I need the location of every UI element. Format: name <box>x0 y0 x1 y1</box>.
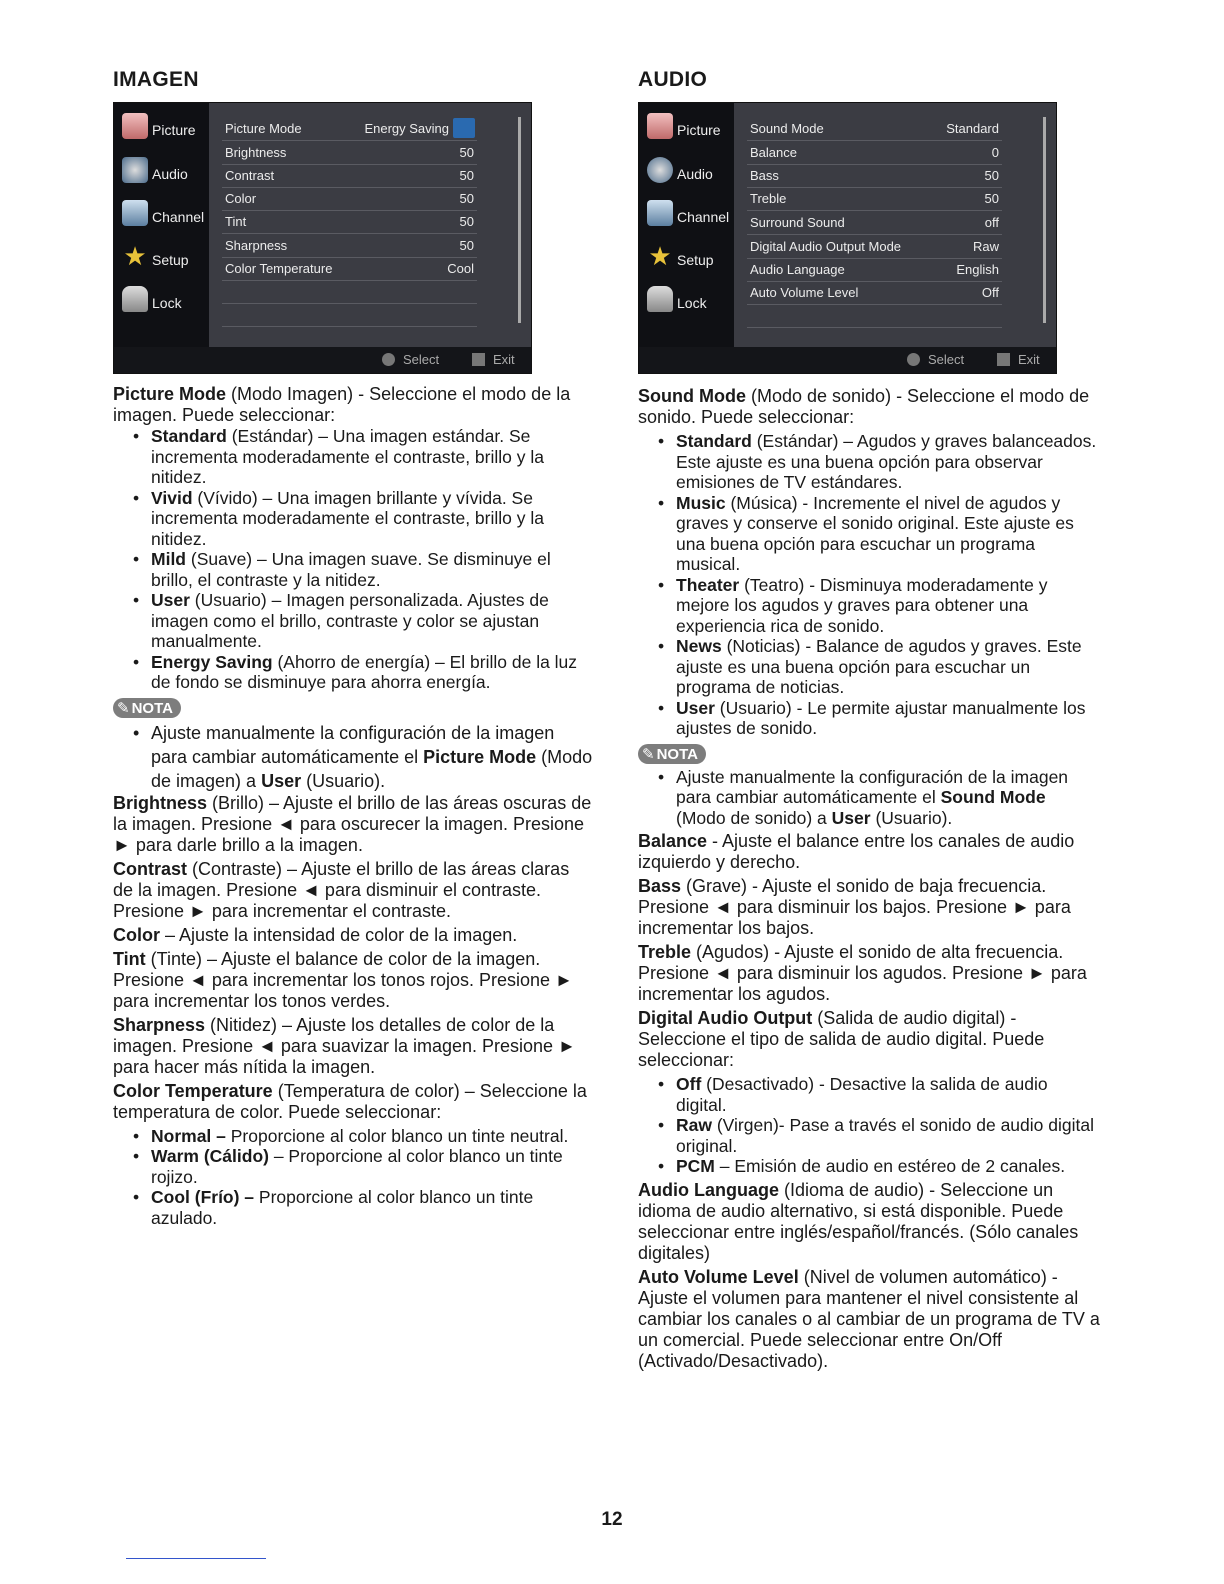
footer-rule <box>126 1558 266 1559</box>
nota-badge: ✎ NOTA <box>638 744 706 764</box>
list-item: • User (Usuario) – Imagen personalizada. Ajustes de imagen como el brillo, contraste y color se ajustan manualmente. <box>151 590 593 652</box>
menu-footer: Select Exit <box>639 347 1056 373</box>
list-item: • News (Noticias) - Balance de agudos y graves. Este ajuste es una buena opción para escuchar un programa de noticias. <box>676 636 1100 698</box>
sidebar-item-channel: Channel <box>639 196 734 238</box>
menu-panel <box>734 103 1056 347</box>
menu-row-empty <box>222 304 477 327</box>
sharpness-paragraph: Sharpness (Nitidez) – Ajuste los detalles de color de la imagen. Presione ◄ para suavizar la imagen. Presione ► para hacer más nítida la imagen. <box>113 1014 576 1077</box>
channel-icon <box>647 200 673 226</box>
picture-icon <box>122 113 148 139</box>
bass-paragraph: Bass (Grave) - Ajuste el sonido de baja frecuencia. Presione ◄ para disminuir los bajos. Presione ► para incrementar los bajos. <box>638 876 1071 938</box>
sound-mode-paragraph: Sound Mode (Modo de sonido) - Seleccione el modo de sonido. Puede seleccionar: <box>638 386 1090 427</box>
list-item: • Vivid (Vívido) – Una imagen brillante y vívida. Se incrementa moderadamente el contraste, brillo y la nitidez. <box>151 488 593 550</box>
imagen-title: IMAGEN <box>113 68 199 91</box>
brightness-paragraph: Brightness (Brillo) – Ajuste el brillo de las áreas oscuras de la imagen. Presione ◄ para oscurecer la imagen. Presione ► para darle brillo a la imagen. <box>113 792 592 855</box>
menu-row: Contrast 50 <box>222 165 477 188</box>
list-item: • Standard (Estándar) – Una imagen estándar. Se incrementa moderadamente el contraste, brillo y la nitidez. <box>151 426 593 488</box>
star-icon: ★ <box>123 241 147 271</box>
audio-icon <box>122 157 148 183</box>
page-number: 12 <box>601 1509 623 1530</box>
menu-footer: Select Exit <box>114 347 531 373</box>
list-item: • Raw (Virgen)- Pase a través el sonido de audio digital original. <box>676 1115 1100 1156</box>
sidebar-item-channel: Channel <box>114 196 209 238</box>
contrast-paragraph: Contrast (Contraste) – Ajuste el brillo de las áreas claras de la imagen. Presione ◄ para disminuir el contraste. Presione ► para incrementar el contraste. <box>113 858 570 921</box>
menu-panel <box>209 103 531 347</box>
list-item: • Mild (Suave) – Una imagen suave. Se disminuye el brillo, el contraste y la nitidez. <box>151 549 593 590</box>
menu-row: Bass 50 <box>747 165 1002 188</box>
audio-language-paragraph: Audio Language (Idioma de audio) - Seleccione un idioma de audio alternativo, si está disponible. Puede seleccionar entre inglés/español/francés. (Sólo canales digitales) <box>638 1179 1079 1263</box>
picture-mode-paragraph: Picture Mode (Modo Imagen) - Seleccione el modo de la imagen. Puede seleccionar: <box>113 384 571 425</box>
picture-icon <box>647 113 673 139</box>
menu-scrollbar <box>1043 117 1046 323</box>
exit-icon <box>472 353 485 366</box>
channel-icon <box>122 200 148 226</box>
audio-menu-screenshot <box>638 102 1057 374</box>
star-icon: ★ <box>648 241 672 271</box>
menu-row: Picture Mode Energy Saving <box>222 118 477 141</box>
menu-row: Color Temperature Cool <box>222 258 477 281</box>
menu-row: Digital Audio Output Mode Raw <box>747 236 1002 259</box>
sidebar-item-audio: Audio <box>114 153 209 195</box>
exit-icon <box>997 353 1010 366</box>
menu-sidebar <box>639 103 734 347</box>
digital-audio-output-paragraph: Digital Audio Output (Salida de audio digital) - Seleccione el tipo de salida de audio digital. Puede seleccionar: <box>638 1008 1045 1070</box>
energy-star-icon <box>453 118 475 138</box>
note-list <box>113 721 593 793</box>
sidebar-item-lock: Lock <box>114 282 209 324</box>
audio-title: AUDIO <box>638 68 708 91</box>
pencil-icon: ✎ <box>642 745 655 763</box>
auto-volume-level-paragraph: Auto Volume Level (Nivel de volumen automático) - Ajuste el volumen para mantener el nivel consistente al cambiar los canales o al cambiar de un programa de TV a un comercial. Puede seleccionar entre On/Off (Activado/Desactivado). <box>638 1266 1100 1371</box>
list-item: • Music (Música) - Incremente el nivel de agudos y graves y conserve el sonido original. Este ajuste es una buena opción para escuchar un programa musical. <box>676 493 1100 575</box>
audio-column <box>638 68 1100 1372</box>
imagen-column <box>113 68 593 1228</box>
treble-paragraph: Treble (Agudos) - Ajuste el sonido de alta frecuencia. Presione ◄ para disminuir los agudos. Presione ► para incrementar los agudos. <box>638 942 1087 1004</box>
sound-mode-list <box>638 431 1100 739</box>
list-item: • User (Usuario) - Le permite ajustar manualmente los ajustes de sonido. <box>676 698 1100 739</box>
list-item: • Standard (Estándar) – Agudos y graves balanceados. Este ajuste es una buena opción para observar emisiones de TV estándares. <box>676 431 1100 493</box>
pencil-icon: ✎ <box>117 699 130 717</box>
tint-paragraph: Tint (Tinte) – Ajuste el balance de color de la imagen. Presione ◄ para incrementar los tonos rojos. Presione ► para incrementar los tonos verdes. <box>113 948 573 1011</box>
audio-icon <box>647 157 673 183</box>
sidebar-item-setup: ★ Setup <box>123 241 189 271</box>
color-temperature-list <box>113 1126 593 1229</box>
menu-row-empty <box>747 305 1002 328</box>
menu-row: Audio Language English <box>747 259 1002 282</box>
sidebar-item-setup: ★ Setup <box>648 241 714 271</box>
sidebar-item-audio: Audio <box>639 153 734 195</box>
menu-row: Sharpness 50 <box>222 235 477 258</box>
menu-row: Tint 50 <box>222 211 477 234</box>
menu-scrollbar <box>518 117 521 323</box>
list-item: • Off (Desactivado) - Desactive la salida de audio digital. <box>676 1074 1100 1115</box>
menu-row-empty <box>222 281 477 304</box>
lock-icon <box>122 286 148 312</box>
list-item: • Ajuste manualmente la configuración de la imagen para cambiar automáticamente el Picture Mode (Modo de imagen) a User (Usuario). <box>151 721 593 793</box>
menu-row: Treble 50 <box>747 188 1002 211</box>
picture-menu-screenshot <box>113 102 532 374</box>
list-item: • Normal – Proporcione al color blanco un tinte neutral. <box>151 1126 593 1147</box>
picture-mode-list <box>113 426 593 693</box>
list-item: • PCM – Emisión de audio en estéreo de 2 canales. <box>676 1156 1100 1177</box>
menu-row: Sound Mode Standard <box>747 118 1002 141</box>
lock-icon <box>647 286 673 312</box>
color-temperature-paragraph: Color Temperature (Temperatura de color) – Seleccione la temperatura de color. Puede seleccionar: <box>113 1080 587 1122</box>
nota-badge: ✎ NOTA <box>113 698 181 718</box>
digital-audio-output-list <box>638 1074 1100 1177</box>
select-icon <box>907 353 920 366</box>
list-item: • Ajuste manualmente la configuración de la imagen para cambiar automáticamente el Sound Mode (Modo de sonido) a User (Usuario). <box>676 767 1100 829</box>
note-list <box>638 767 1100 829</box>
menu-sidebar <box>114 103 209 347</box>
menu-row: Balance 0 <box>747 142 1002 165</box>
menu-row: Brightness 50 <box>222 142 477 165</box>
list-item: • Warm (Cálido) – Proporcione al color blanco un tinte rojizo. <box>151 1146 593 1187</box>
select-icon <box>382 353 395 366</box>
list-item: • Cool (Frío) – Proporcione al color blanco un tinte azulado. <box>151 1187 593 1228</box>
sidebar-item-picture: Picture <box>114 109 209 151</box>
menu-row: Color 50 <box>222 188 477 211</box>
balance-paragraph: Balance - Ajuste el balance entre los canales de audio izquierdo y derecho. <box>638 831 1075 872</box>
menu-row: Surround Sound off <box>747 212 1002 235</box>
color-paragraph: Color – Ajuste la intensidad de color de la imagen. <box>113 924 518 945</box>
sidebar-item-lock: Lock <box>639 282 734 324</box>
sidebar-item-picture: Picture <box>639 109 734 151</box>
list-item: • Theater (Teatro) - Disminuya moderadamente y mejore los agudos y graves para obtener una experiencia rica de sonido. <box>676 575 1100 637</box>
menu-row: Auto Volume Level Off <box>747 282 1002 305</box>
list-item: • Energy Saving (Ahorro de energía) – El brillo de la luz de fondo se disminuye para ahorra energía. <box>151 652 593 693</box>
